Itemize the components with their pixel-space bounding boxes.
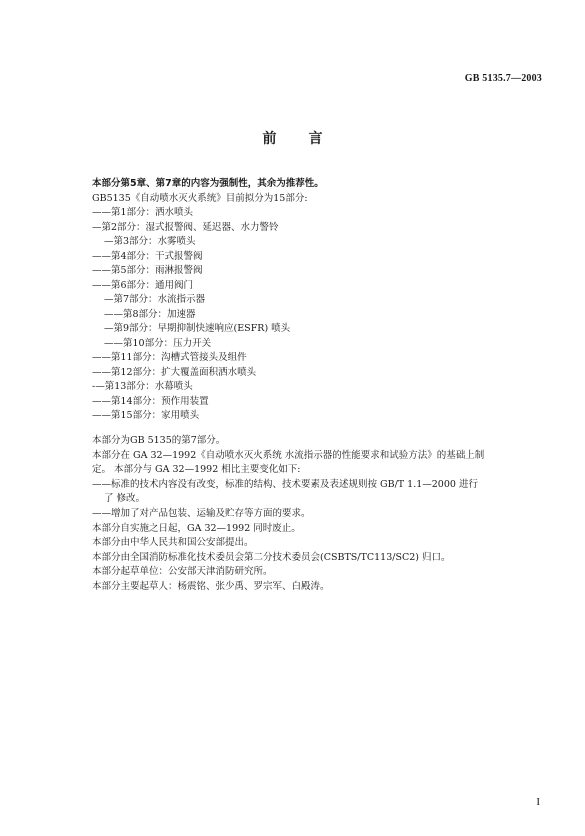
intro-line: 本部分由中华人民共和国公安部提出。 (92, 537, 254, 549)
part-item: ——第8部分：加速器 (104, 308, 196, 320)
part-item: —第7部分：水流指示器 (104, 294, 206, 305)
mandatory-note: 本部分第5章、第7章的内容为强制性，其余为推荐性。 (92, 178, 324, 189)
intro-line: 了 修改。 (104, 493, 146, 505)
intro-line: 本部分自实施之日起，GA 32—1992 同时废止。 (92, 522, 301, 534)
part-item: ——第5部分：雨淋报警阀 (92, 265, 203, 276)
part-item: ——第6部分：通用阀门 (92, 279, 194, 291)
intro-line: 本部分为GB 5135的第7部分。 (92, 435, 226, 446)
intro-line: 定。 本部分与 GA 32—1992 相比主要变化如下: (92, 464, 301, 476)
part-item: ——第11部分：沟槽式管接头及组件 (92, 352, 247, 363)
intro-line: 本部分由全国消防标准化技术委员会第二分技术委员会(CSBTS/TC113/SC2) 归口。 (92, 551, 451, 563)
part-item: ——第1部分：洒水喷头 (92, 207, 194, 218)
parts-intro: GB5135《自动喷水灭火系统》目前拟分为15部分: (92, 192, 308, 204)
standard-number: GB 5135.7—2003 (464, 73, 542, 84)
parts-section (92, 177, 552, 424)
intro-line: 本部分主要起草人：杨震铭、张少禹、罗宗军、白殿涛。 (92, 580, 330, 592)
intro-line: 本部分在 GA 32—1992《自动喷水灭火系统 水流指示器的性能要求和试验方法》的基础上制 (92, 449, 485, 461)
part-item: —第2部分：湿式报警阀、延迟器、水力警铃 (92, 221, 279, 233)
page-title: 前言 (262, 131, 355, 147)
intro-line: ——增加了对产品包装、运输及贮存等方面的要求。 (92, 507, 311, 519)
intro-section (92, 434, 552, 595)
part-item: ——第12部分：扩大覆盖面积洒水喷头 (92, 366, 257, 378)
page-number: I (536, 796, 540, 808)
intro-line: 本部分起草单位：公安部天津消防研究所。 (92, 566, 273, 578)
part-item: ——第4部分：干式报警阀 (92, 250, 203, 262)
part-item: -—第13部分：水幕喷头 (92, 381, 193, 392)
intro-line: ——标准的技术内容没有改变，标准的结构、技术要素及表述规则按 GB/T 1.1—2000 进行 (92, 478, 478, 490)
part-item: —第3部分：水雾喷头 (104, 236, 196, 247)
part-item: ——第10部分：压力开关 (104, 337, 212, 349)
part-item: ——第15部分：家用喷头 (92, 410, 200, 421)
part-item: —第9部分：早期抑制快速响应(ESFR) 喷头 (104, 323, 291, 334)
part-item: ——第14部分：预作用装置 (92, 395, 209, 407)
